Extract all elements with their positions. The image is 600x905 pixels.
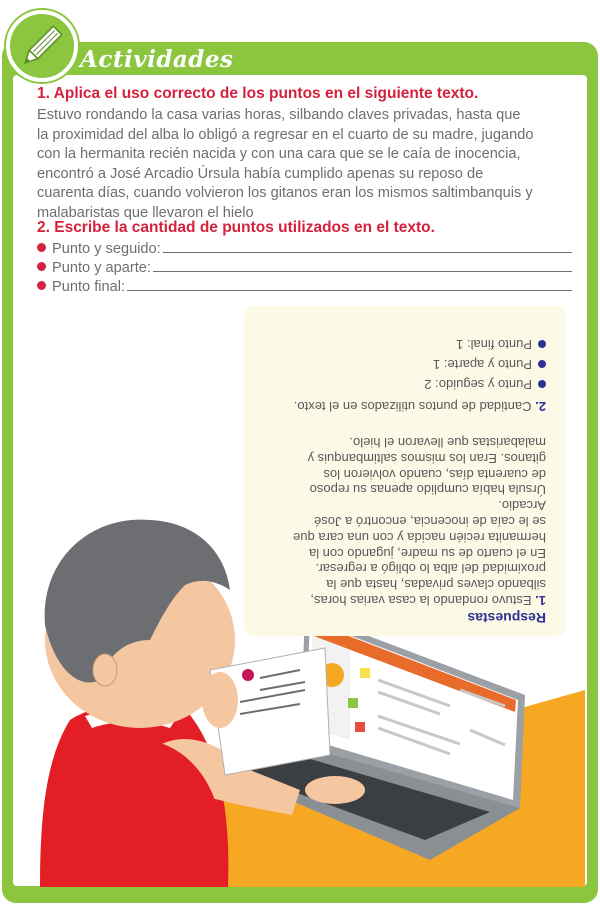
answer-2-item [433,357,546,372]
answer-line: proximidad del alba lo obligó a regresar. [315,561,546,577]
answer-line: En el cuarto de su madre, jugando con la [308,545,546,561]
text-line: cuarenta días, cuando volvieron los gitanos eran los mismos saltimbanquis y [37,185,533,201]
answer-text: Cantidad de puntos utilizados en el texto. [293,399,532,414]
answer-label: Punto y aparte: [52,260,151,276]
answer-number: 1. [535,593,546,608]
answer-2-heading [294,399,546,414]
answer-label: Punto y seguido: [52,241,161,257]
answer-2-item [456,337,546,352]
bullet-icon [538,361,546,369]
answer-text: Estuvo rondando la casa varias horas, [310,593,532,608]
answer-line: Arcadio. [498,498,546,514]
text-line: malabaristas que llevaron el hielo [37,204,254,221]
answer-line: se le caía de inocencia, encontró a José [314,514,546,530]
answer-item-text: Punto y aparte: 1 [432,357,532,372]
text-line: la proximidad del alba lo obligó a regresar en el cuarto de su madre, jugando [37,126,534,143]
answer-label: Punto final: [52,279,126,295]
answer-line [256,592,546,608]
answer-line: de cuarenta días, cuando volvieron los [323,466,546,482]
text-line: con la hermanita recién nacida y con una cara que se le caía de inocencia, [37,146,521,162]
question-2: 2. Escribe la cantidad de puntos utilizados en el texto. [37,219,435,236]
section-title: Actividades [80,46,234,73]
answer-number: 2. [535,399,546,414]
bullet-icon [538,341,546,349]
answer-line: Úrsula había cumplido apenas su reposo [309,482,546,498]
answer-line: gitanos. Eran los mismos saltimbanquis y [307,450,546,466]
answers-box [244,306,566,636]
answer-item-text: Punto y seguido: 2 [424,377,532,392]
answer-line: malabaristas que llevaron el hielo. [349,435,546,451]
text-line: Estuvo rondando la casa varias horas, silbando claves privadas, hasta que [37,107,521,123]
text-line: encontró a José Arcadio Úrsula había cumplido apenas su reposo de [37,165,484,182]
question-1: 1. Aplica el uso correcto de los puntos en el siguiente texto. [37,85,479,102]
answers-content-rotated [244,306,566,636]
answer-line: silbando claves privadas, hasta que la [326,577,546,593]
answer-2-item [424,377,546,392]
bullet-icon [538,381,546,389]
answer-line: hermanita recién nacida y con una cara que [293,529,546,545]
answers-title: Respuestas [467,610,546,626]
answer-1 [256,434,546,608]
answer-item-text: Punto final: 1 [456,337,532,352]
pencil-icon [6,10,78,82]
